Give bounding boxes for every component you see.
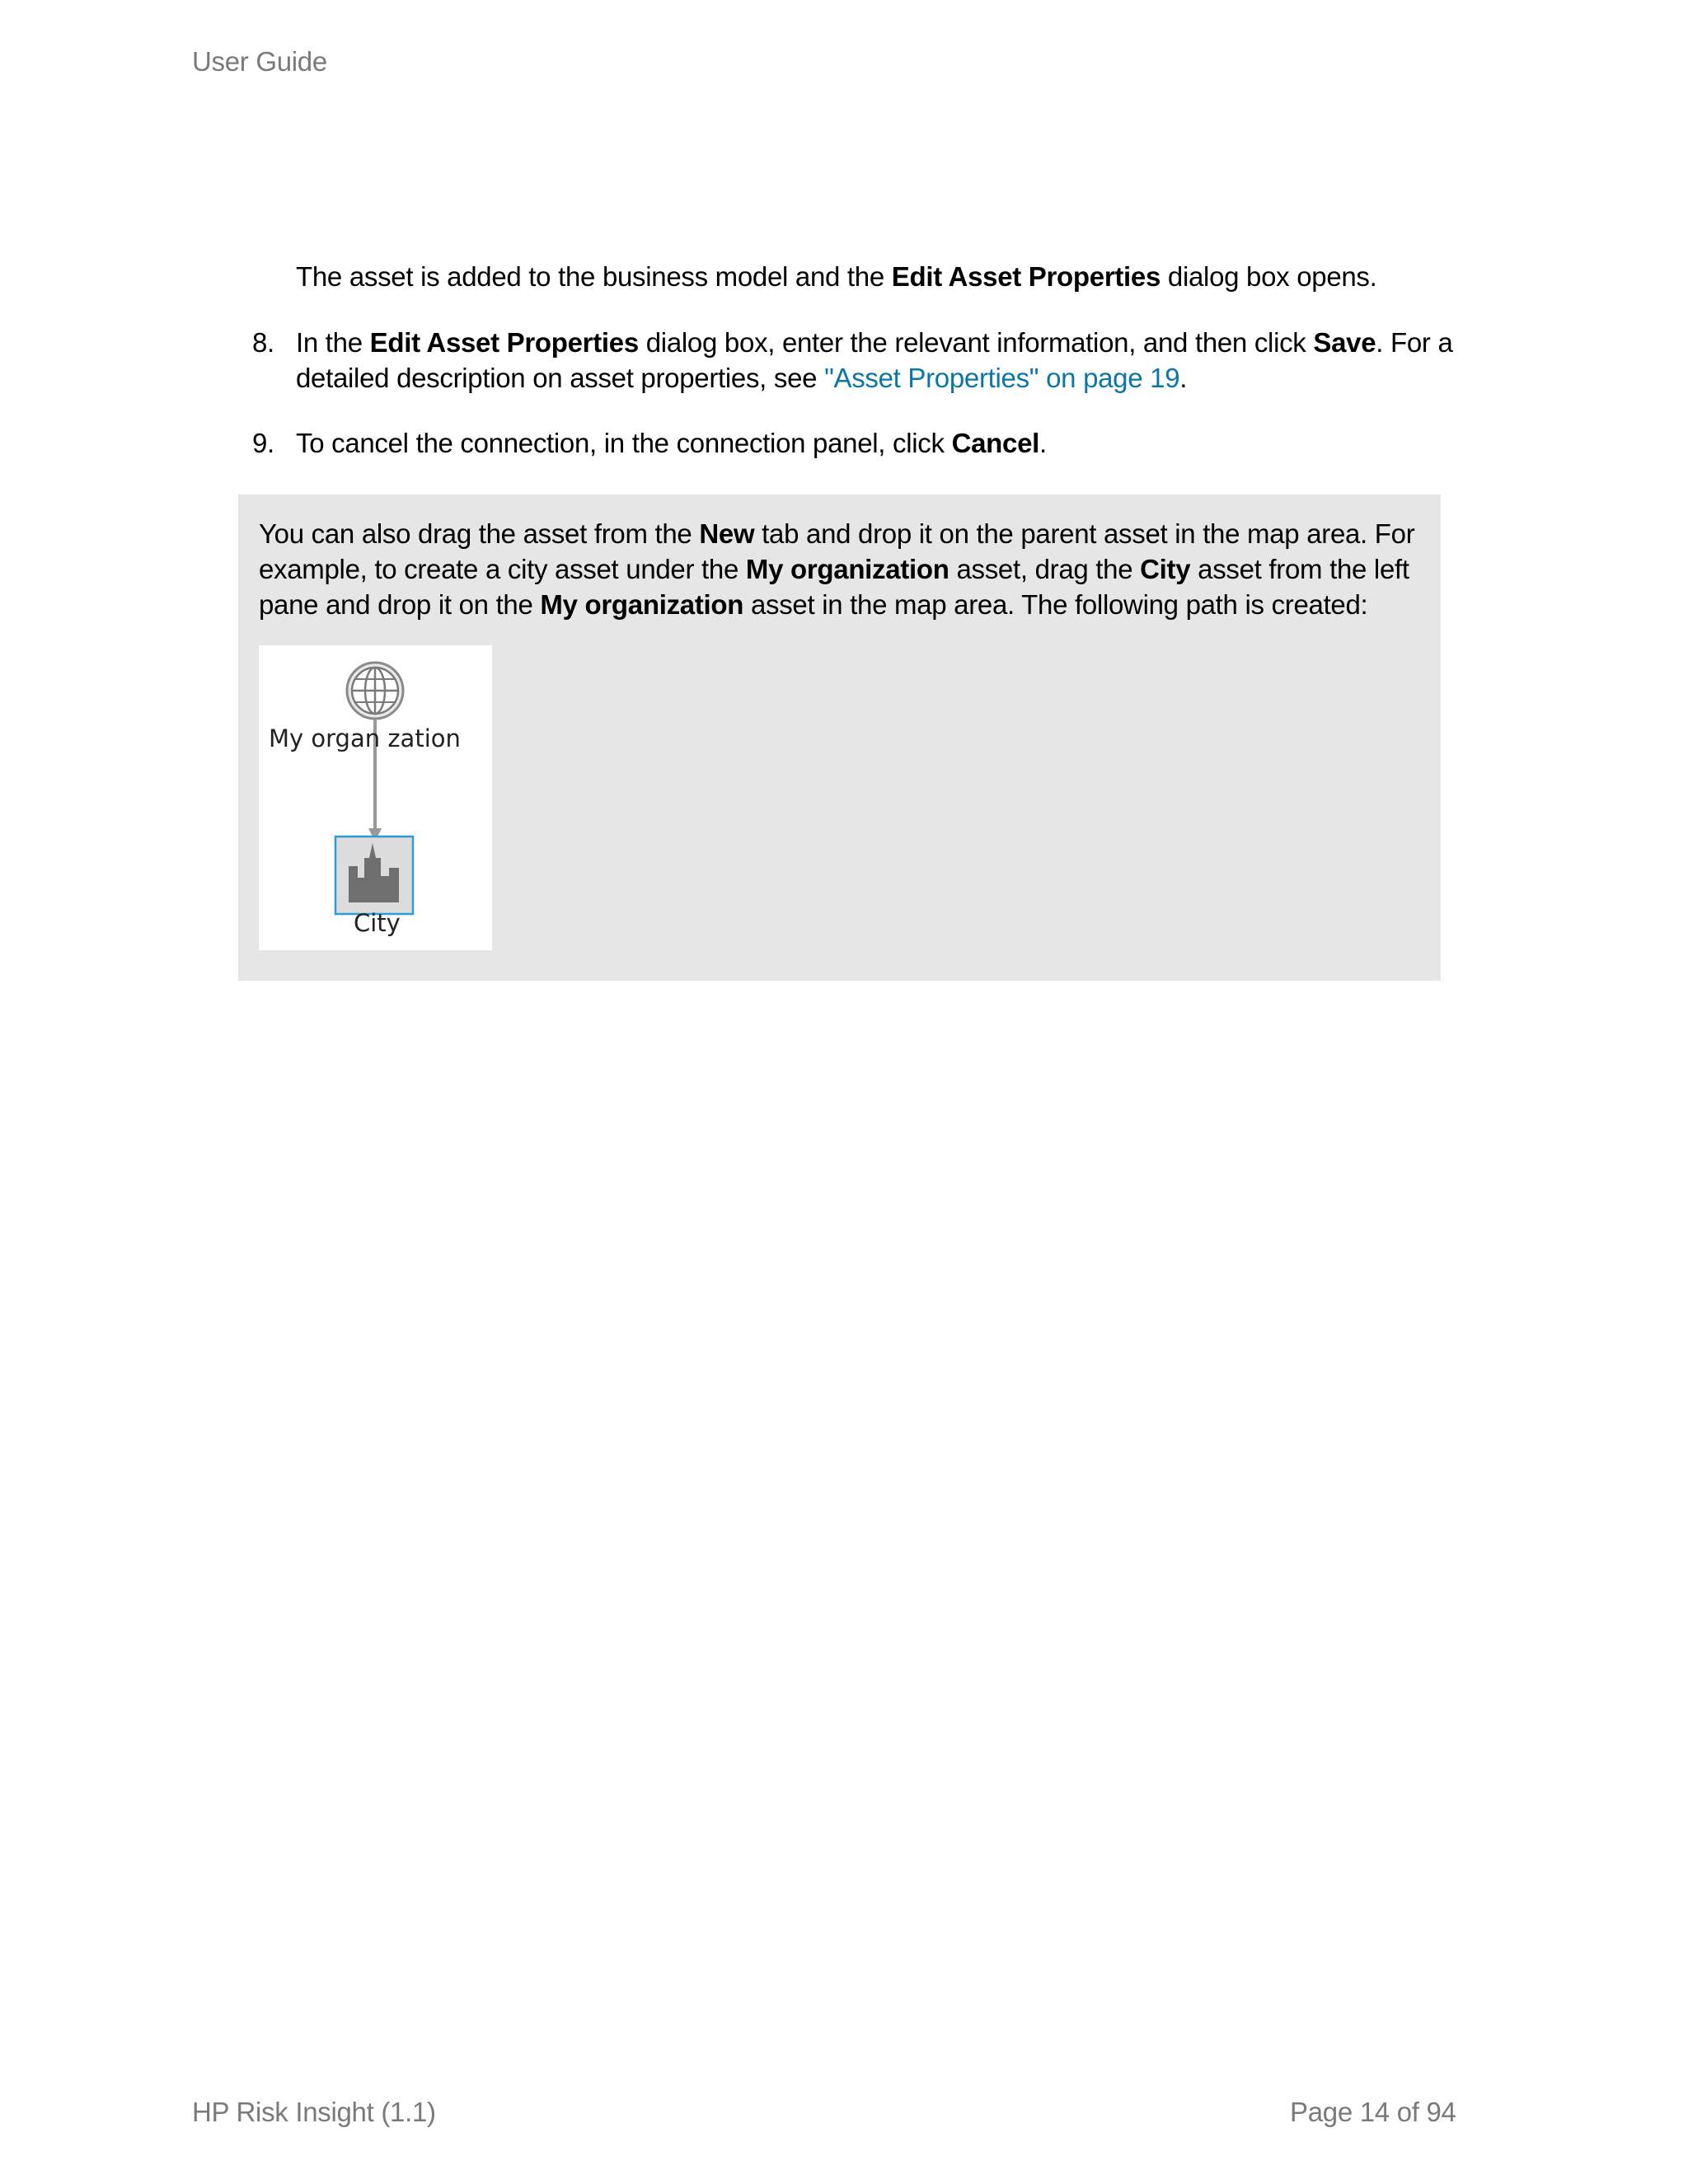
- step-text: [296, 425, 1466, 461]
- note-box: [238, 494, 1441, 981]
- asset-properties-link[interactable]: "Asset Properties" on page 19: [824, 363, 1180, 393]
- note-bold-new: New: [699, 518, 755, 549]
- intro-text-end: dialog box opens.: [1160, 261, 1377, 292]
- note-text: [259, 516, 1429, 622]
- note-bold-my-organization: My organization: [745, 554, 950, 584]
- note-text-5: asset in the map area. The following path is created:: [743, 589, 1368, 620]
- asset-path-diagram: [259, 645, 492, 950]
- footer-product: HP Risk Insight (1.1): [192, 2097, 436, 2127]
- running-header: User Guide: [192, 46, 327, 77]
- intro-bold: Edit Asset Properties: [891, 261, 1161, 292]
- step-9-text-a: To cancel the connection, in the connection panel, click: [296, 428, 952, 458]
- step-8-text-b: dialog box, enter the relevant information, and then click: [638, 327, 1314, 358]
- step-number: 9.: [252, 428, 274, 458]
- note-text-1: You can also drag the asset from the: [259, 518, 700, 549]
- footer-page-number: Page 14 of 94: [1290, 2097, 1456, 2127]
- globe-icon: [347, 663, 403, 719]
- step-9: [0, 425, 1688, 462]
- diagram-label-city: City: [354, 909, 401, 937]
- step-8-text-d: detailed description on asset properties, see: [296, 363, 825, 393]
- city-icon: [335, 837, 413, 914]
- diagram-label-my-organization: My organ zation: [269, 724, 461, 752]
- step-8-bold-dialog: Edit Asset Properties: [369, 327, 639, 358]
- step-9-text-b: .: [1039, 428, 1047, 458]
- step-8-text-e: .: [1179, 363, 1188, 393]
- diagram-graphic: [259, 645, 492, 950]
- step-8-text-c: . For a: [1376, 327, 1453, 358]
- step-8: [0, 325, 1688, 399]
- note-text-2: tab and drop it on the parent asset in the map area. For example, to create a city asset under the: [259, 518, 1415, 584]
- step-8-text-a: In the: [296, 327, 370, 358]
- intro-text: The asset is added to the business model and the: [296, 261, 892, 292]
- note-text-3: asset, drag the: [949, 554, 1141, 584]
- step-9-bold-cancel: Cancel: [951, 428, 1039, 458]
- step-number: 8.: [252, 327, 274, 358]
- note-bold-city: City: [1140, 554, 1191, 584]
- step-8-bold-save: Save: [1313, 327, 1376, 358]
- step-text: [296, 325, 1466, 396]
- intro-paragraph: [296, 259, 1377, 294]
- note-text-4: asset from the left pane and drop it on the: [259, 554, 1409, 620]
- note-bold-my-organization-2: My organization: [540, 589, 744, 620]
